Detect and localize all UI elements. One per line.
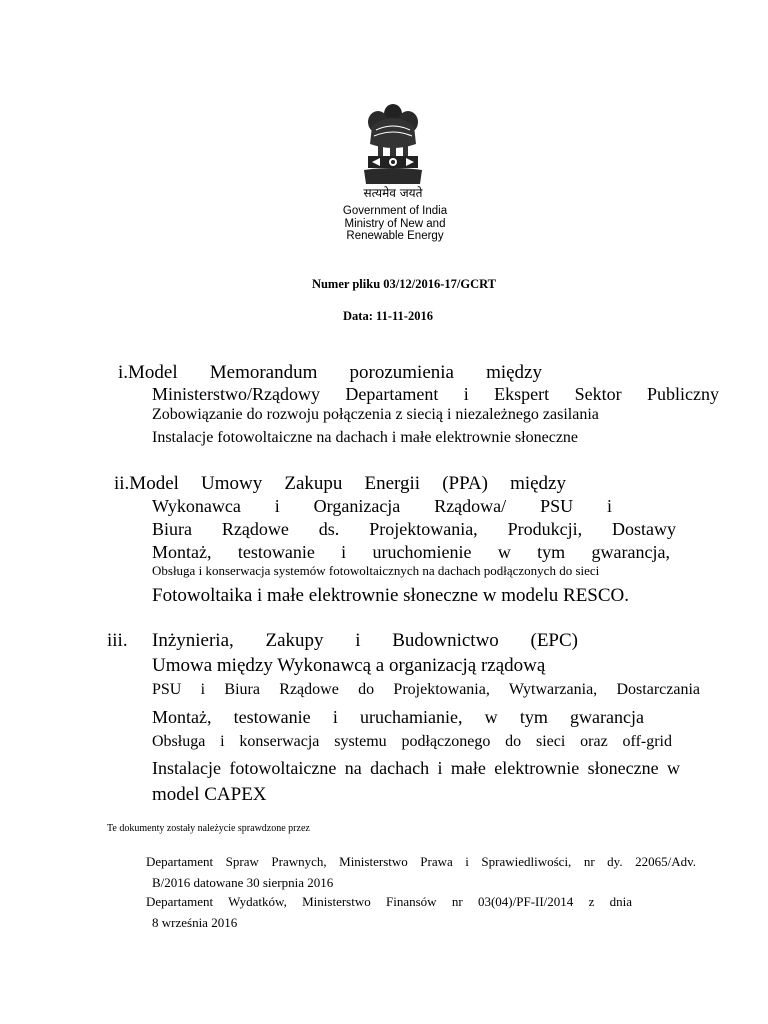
item-1-line-2: Ministerstwo/Rządowy Departament i Ekspert Sektor Publiczny <box>152 384 719 404</box>
reference-2-line-2: 8 września 2016 <box>152 915 238 930</box>
item-3-marker: iii. <box>107 630 128 651</box>
reference-1-line-2: B/2016 datowane 30 sierpnia 2016 <box>152 875 334 890</box>
item-3-line-2: Umowa między Wykonawcą a organizacją rządową <box>152 655 546 676</box>
document-date: Data: 11-11-2016 <box>343 309 433 323</box>
item-2-line-2: Wykonawca i Organizacja Rządowa/ PSU i <box>152 496 612 516</box>
ministry-line-3: Renewable Energy <box>346 230 444 242</box>
item-2-line-4: Montaż, testowanie i uruchomienie w tym gwarancja, <box>152 542 670 562</box>
item-2-line-3: Biura Rządowe ds. Projektowania, Produkcji, Dostawy <box>152 519 676 539</box>
item-3-line-3: PSU i Biura Rządowe do Projektowania, Wytwarzania, Dostarczania <box>152 681 700 698</box>
ministry-name <box>300 205 490 243</box>
item-3-line-1: Inżynieria, Zakupy i Budownictwo (EPC) <box>152 630 578 651</box>
national-motto: सत्यमेव जयते <box>363 186 423 200</box>
ministry-line-2: Ministry of New and <box>344 217 446 230</box>
item-3-line-4: Montaż, testowanie i uruchamianie, w tym gwarancja <box>152 707 644 727</box>
item-2-line-5: Obsługa i konserwacja systemów fotowoltaicznych na dachach podłączonych do sieci <box>152 563 600 578</box>
file-number: Numer pliku 03/12/2016-17/GCRT <box>311 277 497 291</box>
item-2-line-6: Fotowoltaika i małe elektrownie słoneczne w modelu RESCO. <box>152 585 630 606</box>
item-3-line-7: model CAPEX <box>152 784 267 805</box>
verification-note: Te dokumenty zostały należycie sprawdzone przez <box>107 823 310 834</box>
ministry-line-1: Government of India <box>342 205 448 217</box>
item-1-line-1: i.Model Memorandum porozumienia między <box>118 362 542 383</box>
reference-2-line-1: Departament Wydatków, Ministerstwo Finansów nr 03(04)/PF-II/2014 z dnia <box>146 894 632 909</box>
item-3-line-6: Instalacje fotowoltaiczne na dachach i małe elektrownie słoneczne w <box>152 758 680 778</box>
item-1-line-4: Instalacje fotowoltaiczne na dachach i małe elektrownie słoneczne <box>152 429 579 446</box>
item-1-line-3: Zobowiązanie do rozwoju połączenia z siecią i niezależnego zasilania <box>152 406 599 423</box>
item-2-line-1: ii.Model Umowy Zakupu Energii (PPA) między <box>114 473 566 494</box>
reference-1-line-1: Departament Spraw Prawnych, Ministerstwo Prawa i Sprawiedliwości, nr dy. 22065/Adv. <box>146 854 696 869</box>
national-emblem-icon <box>358 100 428 186</box>
item-3-line-5: Obsługa i konserwacja systemu podłączonego do sieci oraz off-grid <box>152 733 672 750</box>
